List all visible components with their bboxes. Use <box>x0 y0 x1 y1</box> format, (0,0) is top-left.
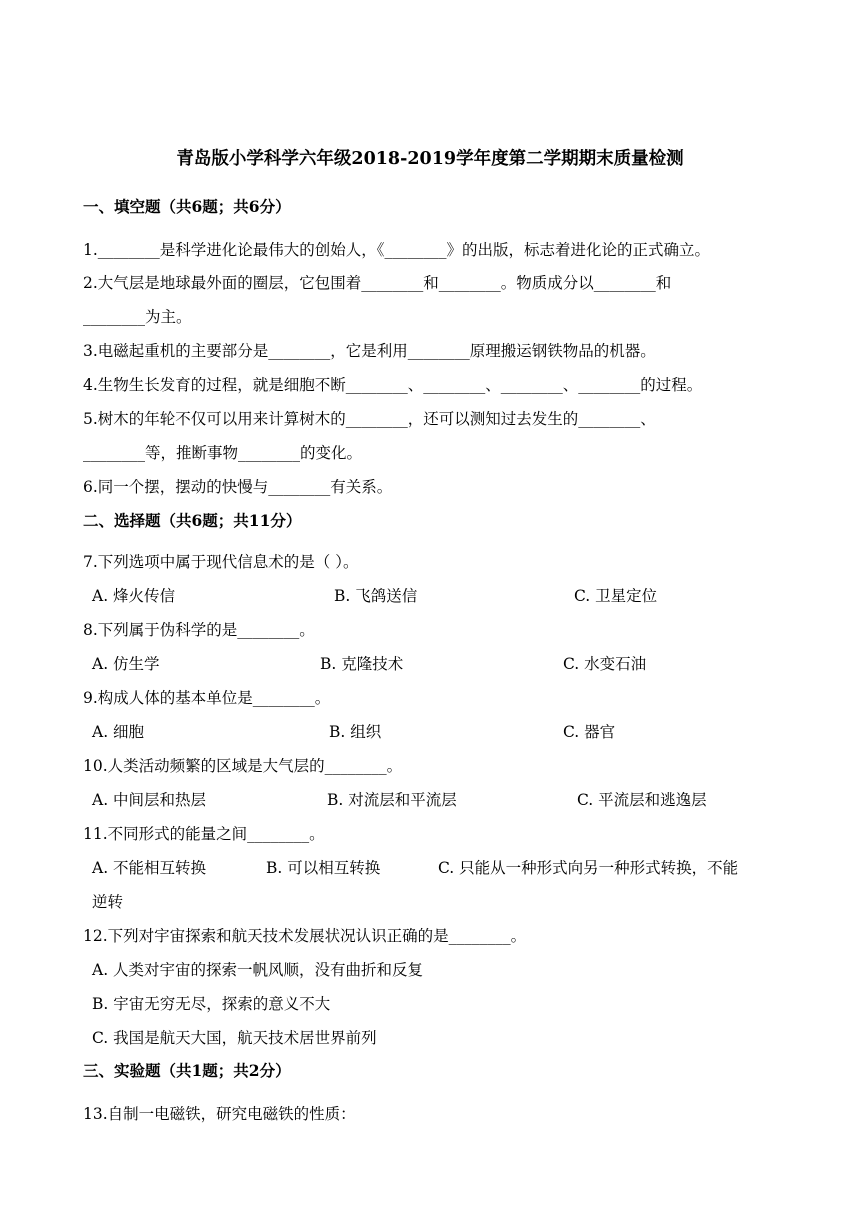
question-12: 12.下列对宇宙探索和航天技术发展状况认识正确的是________。 <box>83 927 527 945</box>
q8-option-a: A. 仿生学 <box>92 655 160 673</box>
question-3: 3.电磁起重机的主要部分是________，它是利用________原理搬运钢铁物品的机器。 <box>83 342 656 360</box>
section-heading-fill: 一、填空题（共6题；共6分） <box>83 197 291 216</box>
question-5: 5.树木的年轮不仅可以用来计算树木的________，还可以测知过去发生的________、 <box>83 410 656 428</box>
q9-option-b: B. 组织 <box>329 723 382 741</box>
q7-option-a: A. 烽火传信 <box>92 587 176 605</box>
section-heading-choice: 二、选择题（共6题；共11分） <box>83 511 302 530</box>
page-title: 青岛版小学科学六年级2018-2019学年度第二学期期末质量检测 <box>176 149 684 169</box>
q11-option-b: B. 可以相互转换 <box>266 859 381 877</box>
q12-option-c: C. 我国是航天大国，航天技术居世界前列 <box>92 1029 377 1047</box>
q12-option-b: B. 宇宙无穷无尽，探索的意义不大 <box>92 995 331 1013</box>
q11-option-c-continued: 逆转 <box>92 893 124 911</box>
q7-option-b: B. 飞鸽送信 <box>334 587 418 605</box>
q10-option-c: C. 平流层和逃逸层 <box>577 791 707 809</box>
section-heading-experiment: 三、实验题（共1题；共2分） <box>83 1061 291 1080</box>
q11-option-a: A. 不能相互转换 <box>92 859 207 877</box>
q12-option-a: A. 人类对宇宙的探索一帆风顺，没有曲折和反复 <box>92 961 424 979</box>
question-6: 6.同一个摆，摆动的快慢与________有关系。 <box>83 478 393 496</box>
question-4: 4.生物生长发育的过程，就是细胞不断________、________、________、________的过程。 <box>83 376 703 394</box>
q10-option-b: B. 对流层和平流层 <box>327 791 457 809</box>
q7-option-c: C. 卫星定位 <box>574 587 658 605</box>
question-10: 10.人类活动频繁的区域是大气层的________。 <box>83 757 403 775</box>
q8-option-c: C. 水变石油 <box>563 655 647 673</box>
question-1: 1.________是科学进化论最伟大的创始人，《________》的出版，标志着进化论的正式确立。 <box>83 241 711 259</box>
q9-option-c: C. 器官 <box>563 723 616 741</box>
q8-option-b: B. 克隆技术 <box>320 655 404 673</box>
question-8: 8.下列属于伪科学的是________。 <box>83 621 315 639</box>
question-11: 11.不同形式的能量之间________。 <box>83 825 325 843</box>
question-13: 13.自制一电磁铁，研究电磁铁的性质： <box>83 1105 356 1123</box>
question-5-continued: ________等，推断事物________的变化。 <box>83 444 363 462</box>
question-7: 7.下列选项中属于现代信息术的是（ ）。 <box>83 553 359 571</box>
q10-option-a: A. 中间层和热层 <box>92 791 207 809</box>
question-2-continued: ________为主。 <box>83 308 192 326</box>
question-9: 9.构成人体的基本单位是________。 <box>83 689 331 707</box>
question-2: 2.大气层是地球最外面的圈层，它包围着________和________。物质成分以________和 <box>83 274 672 292</box>
q11-option-c: C. 只能从一种形式向另一种形式转换，不能 <box>438 859 739 877</box>
q9-option-a: A. 细胞 <box>92 723 145 741</box>
